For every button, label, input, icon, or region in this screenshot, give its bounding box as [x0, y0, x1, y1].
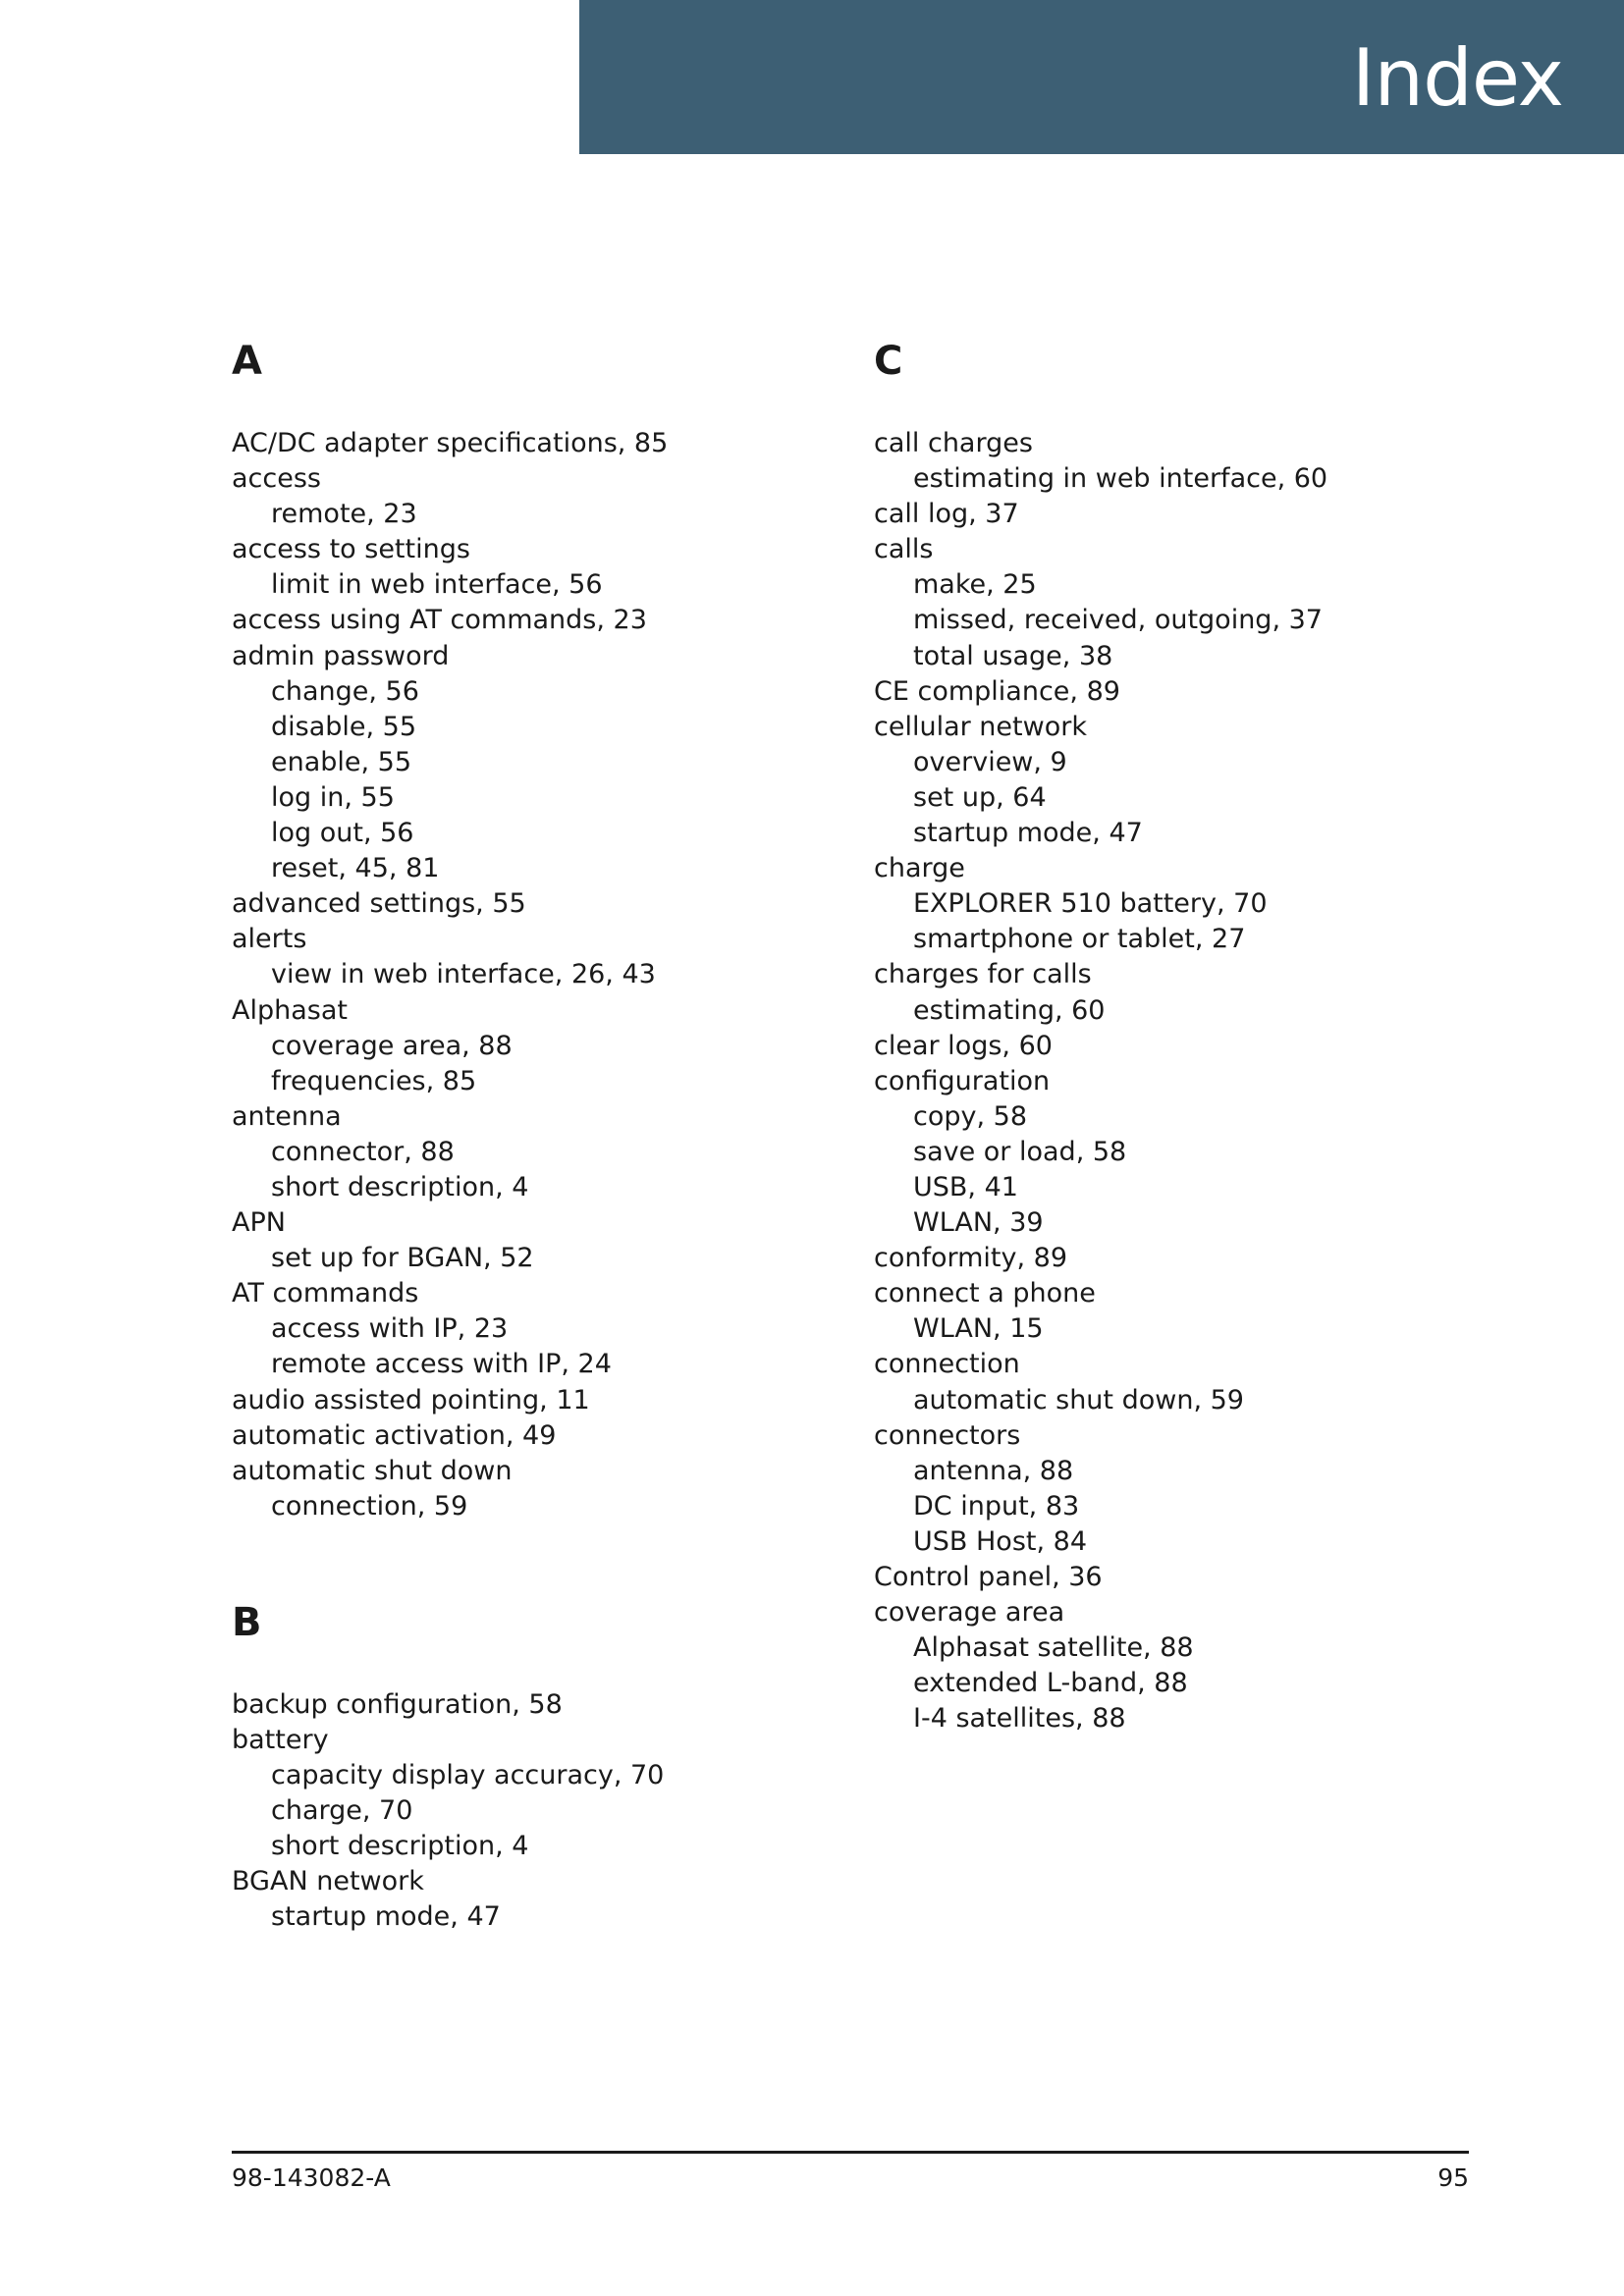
- index-subentry: startup mode, 47: [913, 818, 1143, 849]
- section-letter: A: [232, 339, 262, 384]
- index-column-left: [232, 334, 840, 1936]
- index-column-right: [874, 334, 1483, 1736]
- index-entry: advanced settings, 55: [232, 888, 526, 920]
- index-subentry: Alphasat satellite, 88: [913, 1632, 1194, 1664]
- index-entry: Control panel, 36: [874, 1562, 1103, 1592]
- index-entry: battery: [232, 1725, 329, 1755]
- index-entry-list: [232, 426, 840, 1524]
- index-entry: connection: [874, 1349, 1020, 1380]
- index-subentry: coverage area, 88: [271, 1030, 513, 1061]
- index-subentry: reset, 45, 81: [271, 853, 440, 884]
- index-subentry: change, 56: [271, 675, 419, 707]
- index-subentry: save or load, 58: [913, 1136, 1127, 1167]
- index-subentry: charge, 70: [271, 1795, 413, 1827]
- index-entry: backup configuration, 58: [232, 1688, 563, 1720]
- index-subentry: log out, 56: [271, 818, 414, 849]
- page-number: 95: [1437, 2163, 1469, 2192]
- index-subentry: EXPLORER 510 battery, 70: [913, 888, 1268, 920]
- index-section: [232, 334, 840, 1524]
- section-letter: B: [232, 1599, 262, 1645]
- index-subentry: overview, 9: [913, 746, 1067, 777]
- index-subentry: copy, 58: [913, 1100, 1028, 1132]
- index-entry: conformity, 89: [874, 1243, 1068, 1274]
- index-subentry: make, 25: [913, 569, 1037, 601]
- index-entry: alerts: [232, 924, 307, 955]
- index-subentry: access with IP, 23: [271, 1313, 509, 1345]
- index-subentry: set up for BGAN, 52: [271, 1243, 534, 1274]
- index-section: [874, 334, 1483, 1736]
- index-entry: audio assisted pointing, 11: [232, 1384, 590, 1415]
- index-subentry: limit in web interface, 56: [271, 569, 603, 601]
- footer-divider: [232, 2151, 1469, 2154]
- index-subentry: estimating, 60: [913, 994, 1106, 1026]
- section-letter: C: [874, 339, 903, 384]
- index-entry: APN: [232, 1207, 286, 1239]
- index-subentry: frequencies, 85: [271, 1065, 477, 1096]
- index-subentry: disable, 55: [271, 711, 417, 742]
- index-entry: BGAN network: [232, 1866, 424, 1897]
- index-entry: configuration: [874, 1065, 1051, 1096]
- index-subentry: set up, 64: [913, 781, 1047, 813]
- index-entry-list: [874, 426, 1483, 1736]
- index-entry: access to settings: [232, 534, 470, 565]
- index-subentry: capacity display accuracy, 70: [271, 1760, 665, 1791]
- index-subentry: missed, received, outgoing, 37: [913, 605, 1323, 636]
- index-subentry: log in, 55: [271, 781, 395, 813]
- document-number: 98-143082-A: [232, 2163, 391, 2192]
- page-title: Index: [1351, 32, 1563, 124]
- index-entry: call log, 37: [874, 499, 1019, 530]
- index-entry: admin password: [232, 640, 450, 671]
- index-subentry: remote, 23: [271, 499, 417, 530]
- index-subentry: total usage, 38: [913, 640, 1113, 671]
- header-band: [579, 0, 1624, 154]
- index-entry: cellular network: [874, 711, 1087, 742]
- index-entry: automatic shut down: [232, 1455, 513, 1486]
- index-entry: automatic activation, 49: [232, 1419, 557, 1451]
- index-subentry: connector, 88: [271, 1136, 455, 1167]
- index-subentry: short description, 4: [271, 1831, 529, 1862]
- index-subentry: connection, 59: [271, 1490, 468, 1522]
- index-entry: connectors: [874, 1419, 1021, 1451]
- index-entry: calls: [874, 534, 934, 565]
- index-subentry: estimating in web interface, 60: [913, 463, 1328, 495]
- index-subentry: startup mode, 47: [271, 1901, 501, 1933]
- index-subentry: remote access with IP, 24: [271, 1349, 612, 1380]
- index-entry: AT commands: [232, 1278, 419, 1309]
- index-subentry: I-4 satellites, 88: [913, 1703, 1126, 1735]
- index-subentry: automatic shut down, 59: [913, 1384, 1244, 1415]
- index-subentry: smartphone or tablet, 27: [913, 924, 1246, 955]
- index-entry: clear logs, 60: [874, 1030, 1053, 1061]
- index-subentry: view in web interface, 26, 43: [271, 959, 656, 990]
- index-subentry: USB Host, 84: [913, 1525, 1088, 1557]
- index-subentry: WLAN, 15: [913, 1313, 1044, 1345]
- index-entry: charges for calls: [874, 959, 1092, 990]
- index-section: [232, 1595, 840, 1936]
- index-subentry: extended L-band, 88: [913, 1668, 1188, 1699]
- index-entry: connect a phone: [874, 1278, 1096, 1309]
- index-subentry: enable, 55: [271, 746, 412, 777]
- index-entry: antenna: [232, 1100, 342, 1132]
- index-entry: CE compliance, 89: [874, 675, 1120, 707]
- index-subentry: antenna, 88: [913, 1455, 1074, 1486]
- index-subentry: DC input, 83: [913, 1490, 1080, 1522]
- index-entry: AC/DC adapter specifications, 85: [232, 428, 669, 458]
- index-entry: charge: [874, 853, 965, 884]
- index-entry: access: [232, 463, 321, 495]
- index-entry: coverage area: [874, 1597, 1065, 1629]
- index-entry: call charges: [874, 428, 1033, 458]
- index-subentry: WLAN, 39: [913, 1207, 1044, 1239]
- index-subentry: short description, 4: [271, 1171, 529, 1202]
- index-subentry: USB, 41: [913, 1171, 1018, 1202]
- index-entry: Alphasat: [232, 994, 348, 1026]
- index-entry: access using AT commands, 23: [232, 605, 647, 636]
- index-entry-list: [232, 1687, 840, 1936]
